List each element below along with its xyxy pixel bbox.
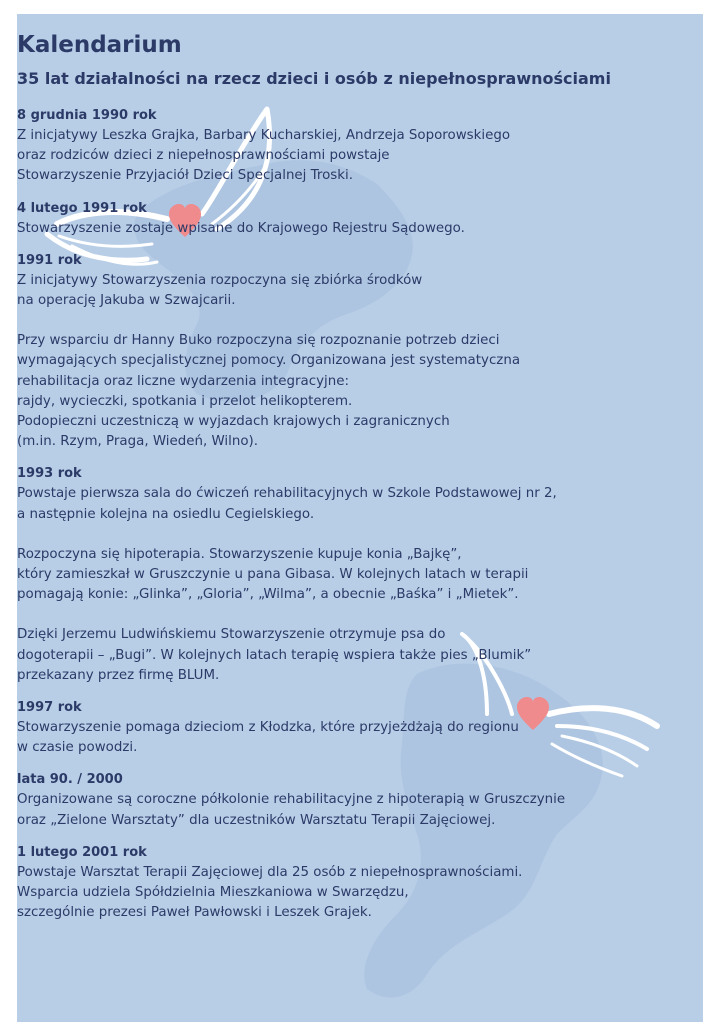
entry-paragraph	[17, 219, 703, 239]
text-line: Powstaje pierwsza sala do ćwiczeń rehabilitacyjnych w Szkole Podstawowej nr 2,	[17, 486, 557, 502]
text-line: wymagających specjalistycznej pomocy. Organizowana jest systematyczna	[17, 353, 521, 369]
entry-date: 4 lutego 1991 rok	[17, 200, 147, 216]
text-line: przekazany przez firmę BLUM.	[17, 667, 220, 683]
entry-date: 1993 rok	[17, 466, 82, 482]
text-line: Przy wsparciu dr Hanny Buko rozpoczyna się rozpoznanie potrzeb dzieci	[17, 333, 500, 349]
timeline-entry	[17, 464, 703, 686]
page-subtitle: 35 lat działalności na rzecz dzieci i osób z niepełnosprawnościami	[17, 69, 611, 88]
timeline-entry	[17, 106, 703, 187]
entry-paragraph	[17, 863, 703, 924]
text-line: Dzięki Jerzemu Ludwińskiemu Stowarzyszenie otrzymuje psa do	[17, 627, 446, 643]
page-title: Kalendarium	[17, 32, 182, 58]
entry-paragraph	[17, 331, 703, 452]
timeline-entry	[17, 843, 703, 924]
text-line: rajdy, wycieczki, spotkania i przelot helikopterem.	[17, 393, 353, 409]
text-line: pomagają konie: „Glinka”, „Gloria”, „Wilma”, a obecnie „Baśka” i „Mietek”.	[17, 587, 519, 603]
text-line: (m.in. Rzym, Praga, Wiedeń, Wilno).	[17, 434, 259, 450]
timeline	[17, 106, 703, 935]
text-line: oraz „Zielone Warsztaty” dla uczestników Warsztatu Terapii Zajęciowej.	[17, 812, 496, 828]
text-line: Organizowane są coroczne półkolonie rehabilitacyjne z hipoterapią w Gruszczynie	[17, 792, 566, 808]
timeline-entry	[17, 770, 703, 830]
timeline-entry	[17, 251, 703, 453]
text-line: Z inicjatywy Leszka Grajka, Barbary Kucharskiej, Andrzeja Soporowskiego	[17, 128, 511, 143]
text-line: Wsparcia udziela Spółdzielnia Mieszkaniowa w Swarzędzu,	[17, 885, 409, 901]
text-line: Stowarzyszenie zostaje wpisane do Krajowego Rejestru Sądowego.	[17, 220, 465, 236]
text-line: dogoterapii – „Bugi”. W kolejnych latach terapię wspiera także pies „Blumik”	[17, 647, 532, 663]
text-line: szczególnie prezesi Paweł Pawłowski i Leszek Grajek.	[17, 905, 372, 921]
entry-paragraph	[17, 126, 703, 187]
entry-paragraph	[17, 790, 703, 830]
timeline-entry	[17, 199, 703, 239]
text-line: na operację Jakuba w Szwajcarii.	[17, 293, 236, 309]
entry-date: lata 90. / 2000	[17, 772, 123, 788]
text-line: rehabilitacja oraz liczne wydarzenia integracyjne:	[17, 373, 349, 389]
calendar-page	[17, 14, 703, 1022]
text-line: Powstaje Warsztat Terapii Zajęciowej dla 25 osób z niepełnosprawnościami.	[17, 864, 523, 880]
timeline-entry	[17, 698, 703, 758]
entry-date: 1 lutego 2001 rok	[17, 844, 147, 860]
text-line: Podopieczni uczestniczą w wyjazdach krajowych i zagranicznych	[17, 414, 450, 430]
text-line: który zamieszkał w Gruszczynie u pana Gibasa. W kolejnych latach w terapii	[17, 567, 529, 583]
entry-paragraph	[17, 484, 703, 524]
text-line: w czasie powodzi.	[17, 740, 138, 756]
text-line: Stowarzyszenie Przyjaciół Dzieci Specjalnej Troski.	[17, 168, 353, 184]
text-line: a następnie kolejna na osiedlu Cegielskiego.	[17, 506, 315, 522]
entry-paragraph	[17, 625, 703, 686]
entry-date: 8 grudnia 1990 rok	[17, 108, 157, 123]
text-line: Z inicjatywy Stowarzyszenia rozpoczyna się zbiórka środków	[17, 272, 423, 288]
text-line: oraz rodziców dzieci z niepełnosprawnościami powstaje	[17, 148, 390, 164]
text-line: Rozpoczyna się hipoterapia. Stowarzyszenie kupuje konia „Bajkę”,	[17, 546, 462, 562]
entry-paragraph	[17, 545, 703, 606]
entry-date: 1997 rok	[17, 700, 82, 716]
entry-paragraph	[17, 718, 703, 758]
entry-date: 1991 rok	[17, 252, 82, 268]
entry-paragraph	[17, 271, 703, 311]
text-line: Stowarzyszenie pomaga dzieciom z Kłodzka, które przyjeżdżają do regionu	[17, 720, 519, 736]
